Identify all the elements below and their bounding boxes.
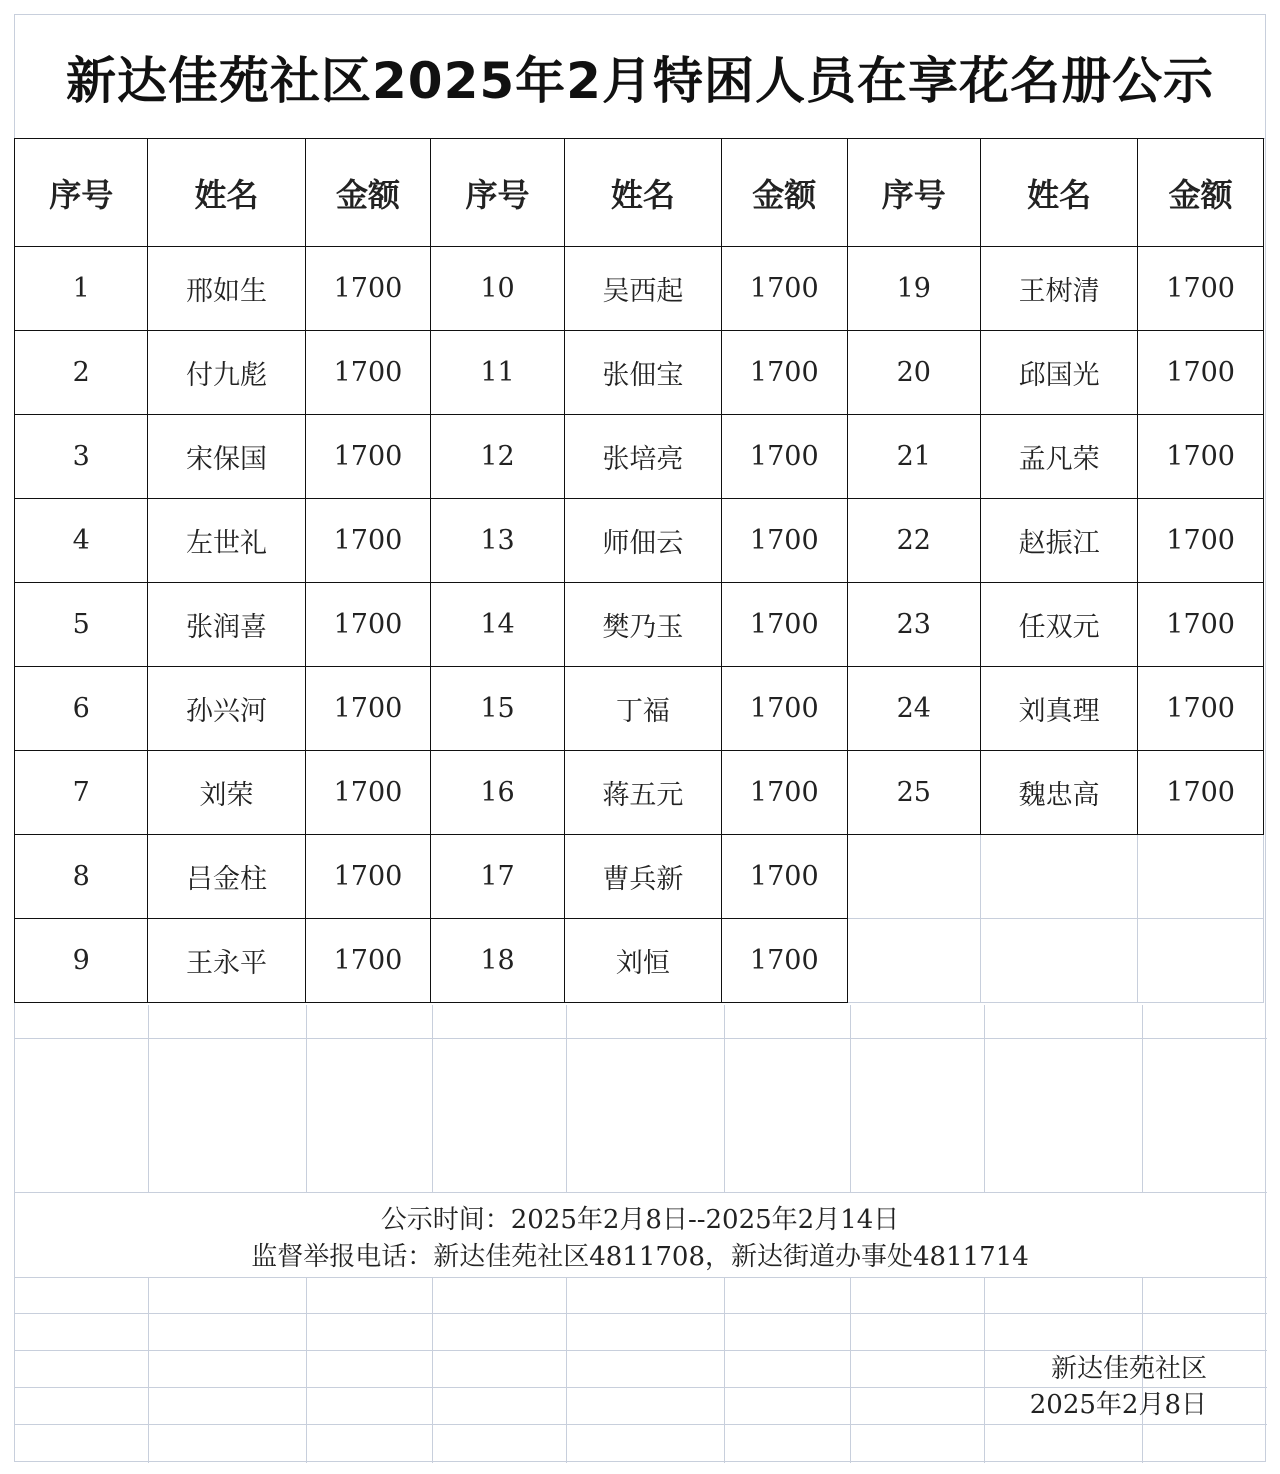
cell-name: 宋保国: [148, 415, 305, 499]
title-cell: [15, 15, 1265, 139]
cell-name: 刘真理: [981, 667, 1138, 751]
cell-amount: 1700: [721, 415, 847, 499]
cell-name: 孟凡荣: [981, 415, 1138, 499]
cell-amount: 1700: [305, 583, 431, 667]
gridline: [850, 1277, 851, 1463]
cell-seq: 19: [847, 247, 980, 331]
cell-name: 吕金柱: [148, 835, 305, 919]
cell-name: 樊乃玉: [564, 583, 721, 667]
cell-name: 王永平: [148, 919, 305, 1003]
spreadsheet-page: [14, 14, 1266, 1462]
cell-seq: 20: [847, 331, 980, 415]
cell-seq: 24: [847, 667, 980, 751]
cell-name: 吴西起: [564, 247, 721, 331]
cell-amount: 1700: [1138, 331, 1264, 415]
table-row: [15, 583, 1264, 667]
cell-seq: 16: [431, 751, 564, 835]
cell-amount: 1700: [1138, 415, 1264, 499]
gridline: [306, 1277, 307, 1463]
cell-amount: 1700: [1138, 667, 1264, 751]
notice-period: 公示时间：2025年2月8日--2025年2月14日: [380, 1205, 900, 1235]
cell-amount: 1700: [305, 835, 431, 919]
gridline: [15, 1424, 1267, 1425]
cell-name: 王树清: [981, 247, 1138, 331]
cell-amount: 1700: [305, 667, 431, 751]
gridline: [724, 1005, 725, 1193]
cell-amount: 1700: [721, 667, 847, 751]
header-amount: 金额: [305, 139, 431, 247]
cell-name: 赵振江: [981, 499, 1138, 583]
cell-name: 任双元: [981, 583, 1138, 667]
table-row: [15, 667, 1264, 751]
cell-seq: [847, 919, 980, 1003]
cell-amount: [1138, 919, 1264, 1003]
cell-name: 刘恒: [564, 919, 721, 1003]
table-row: [15, 835, 1264, 919]
cell-seq: 7: [15, 751, 148, 835]
gridline: [306, 1005, 307, 1193]
cell-amount: 1700: [721, 835, 847, 919]
cell-name: 张佃宝: [564, 331, 721, 415]
gridline: [432, 1277, 433, 1463]
cell-seq: 17: [431, 835, 564, 919]
cell-seq: 11: [431, 331, 564, 415]
gridline: [15, 1277, 1267, 1278]
cell-seq: 1: [15, 247, 148, 331]
cell-name: 左世礼: [148, 499, 305, 583]
header-amount: 金额: [721, 139, 847, 247]
cell-seq: 23: [847, 583, 980, 667]
header-name: 姓名: [564, 139, 721, 247]
cell-amount: 1700: [1138, 751, 1264, 835]
gridline: [984, 1005, 985, 1193]
gridline: [566, 1005, 567, 1193]
cell-amount: 1700: [721, 583, 847, 667]
cell-amount: 1700: [1138, 247, 1264, 331]
cell-amount: 1700: [1138, 583, 1264, 667]
gridline: [1142, 1005, 1143, 1193]
cell-name: 师佃云: [564, 499, 721, 583]
signature-org: 新达佳苑社区: [1050, 1354, 1207, 1384]
gridline: [15, 1038, 1267, 1039]
cell-seq: 10: [431, 247, 564, 331]
cell-seq: 13: [431, 499, 564, 583]
roster-table: [14, 138, 1264, 1003]
cell-seq: 15: [431, 667, 564, 751]
cell-name: 蒋五元: [564, 751, 721, 835]
cell-name: 曹兵新: [564, 835, 721, 919]
cell-amount: 1700: [721, 499, 847, 583]
header-seq: 序号: [15, 139, 148, 247]
cell-name: 邢如生: [148, 247, 305, 331]
header-name: 姓名: [148, 139, 305, 247]
cell-seq: 12: [431, 415, 564, 499]
cell-amount: 1700: [721, 751, 847, 835]
page-title: 新达佳苑社区2025年2月特困人员在享花名册公示: [66, 52, 1214, 110]
cell-seq: 9: [15, 919, 148, 1003]
cell-amount: 1700: [305, 751, 431, 835]
gridline: [432, 1005, 433, 1193]
cell-name: 张润喜: [148, 583, 305, 667]
gridline: [148, 1005, 149, 1193]
table-row: [15, 331, 1264, 415]
cell-amount: [1138, 835, 1264, 919]
cell-seq: 21: [847, 415, 980, 499]
cell-amount: 1700: [1138, 499, 1264, 583]
cell-seq: 6: [15, 667, 148, 751]
cell-seq: 5: [15, 583, 148, 667]
signature-date: 2025年2月8日: [1029, 1390, 1207, 1420]
cell-name: 丁福: [564, 667, 721, 751]
gridline: [724, 1277, 725, 1463]
cell-seq: 22: [847, 499, 980, 583]
cell-seq: 14: [431, 583, 564, 667]
cell-amount: 1700: [305, 919, 431, 1003]
gridline: [15, 1313, 1267, 1314]
cell-amount: 1700: [721, 919, 847, 1003]
cell-seq: 18: [431, 919, 564, 1003]
table-row: [15, 415, 1264, 499]
cell-amount: 1700: [721, 331, 847, 415]
cell-amount: 1700: [305, 499, 431, 583]
cell-amount: 1700: [721, 247, 847, 331]
table-row: [15, 751, 1264, 835]
cell-seq: 2: [15, 331, 148, 415]
cell-name: [981, 919, 1138, 1003]
signature-block: [1030, 1351, 1207, 1423]
gridline: [15, 1192, 1267, 1193]
cell-amount: 1700: [305, 415, 431, 499]
table-row: [15, 499, 1264, 583]
cell-name: [981, 835, 1138, 919]
gridline: [566, 1277, 567, 1463]
cell-name: 刘荣: [148, 751, 305, 835]
gridline: [148, 1277, 149, 1463]
header-seq: 序号: [431, 139, 564, 247]
header-seq: 序号: [847, 139, 980, 247]
cell-seq: 3: [15, 415, 148, 499]
notice-hotline: 监督举报电话：新达佳苑社区4811708，新达街道办事处4811714: [251, 1242, 1029, 1272]
header-amount: 金额: [1138, 139, 1264, 247]
cell-seq: 25: [847, 751, 980, 835]
cell-amount: 1700: [305, 331, 431, 415]
cell-name: 魏忠高: [981, 751, 1138, 835]
cell-name: 孙兴河: [148, 667, 305, 751]
cell-amount: 1700: [305, 247, 431, 331]
cell-seq: 4: [15, 499, 148, 583]
header-name: 姓名: [981, 139, 1138, 247]
gridline: [984, 1277, 985, 1463]
header-row: [15, 139, 1264, 247]
table-row: [15, 919, 1264, 1003]
gridline: [850, 1005, 851, 1193]
cell-seq: [847, 835, 980, 919]
cell-name: 张培亮: [564, 415, 721, 499]
cell-name: 邱国光: [981, 331, 1138, 415]
table-row: [15, 247, 1264, 331]
cell-name: 付九彪: [148, 331, 305, 415]
cell-seq: 8: [15, 835, 148, 919]
